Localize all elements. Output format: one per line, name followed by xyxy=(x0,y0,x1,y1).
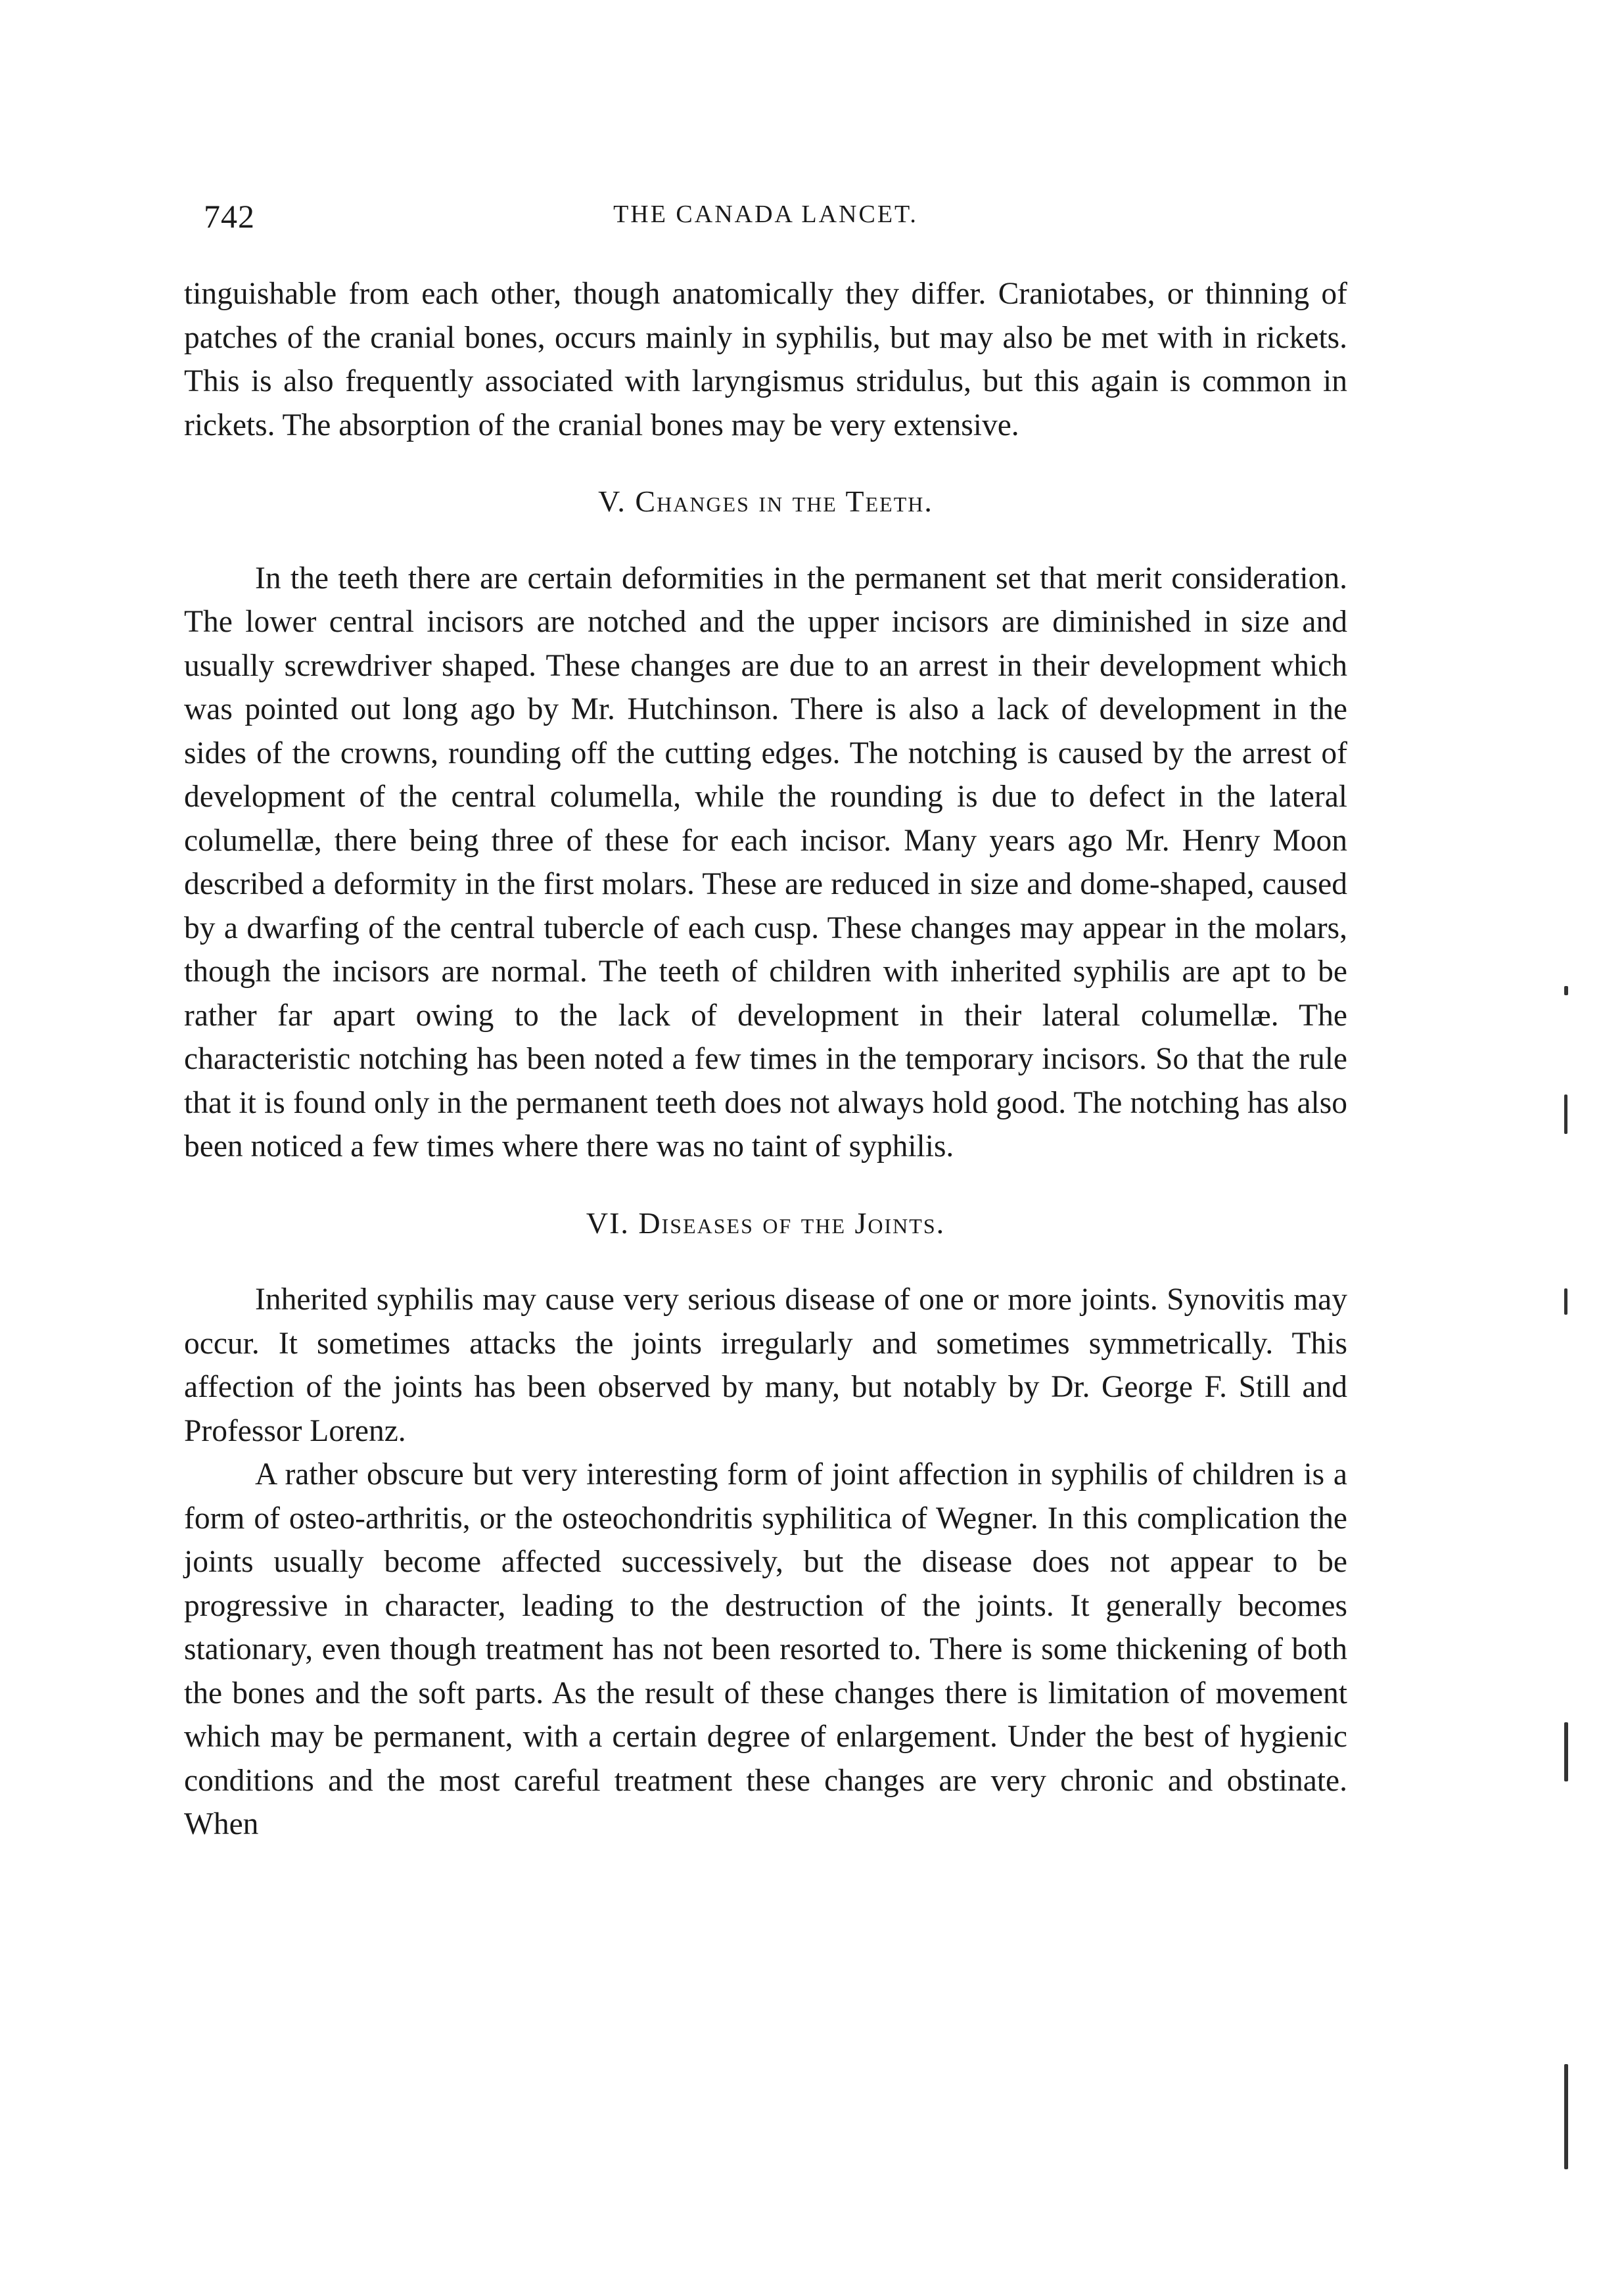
margin-scan-artifacts xyxy=(1564,986,1604,2235)
paragraph-osteo-arthritis: A rather obscure but very interesting form of joint affection in syphilis of children is a form of osteo-arthritis, or the osteochondritis syphilitica of Wegner. In this complication the joints usually become affected successively, but the disease does not appear to be progressive in character, leading to the destruction of the joints. It generally becomes stationary, even though treatment has not been resorted to. There is some thickening of both the bones and the soft parts. As the result of these changes there is limitation of movement which may be permanent, with a certain degree of enlargement. Under the best of hygienic conditions and the most careful treatment these changes are very chronic and obstinate. When xyxy=(184,1457,1347,1841)
paragraph-joints-synovitis: Inherited syphilis may cause very serious disease of one or more joints. Synovitis may occur. It sometimes attacks the joints irregularly and sometimes symmetrically. This affection of the joints has been observed by many, but notably by Dr. George F. Still and Professor Lorenz. xyxy=(184,1283,1347,1448)
journal-title: THE CANADA LANCET. xyxy=(613,200,918,228)
paragraph-teeth: In the teeth there are certain deformities in the permanent set that merit consideration. The lower central incisors are notched and the upper incisors are diminished in size and usually screwdriver shaped. These changes are due to an arrest in their development which was pointed out long ago by Mr. Hutchinson. There is also a lack of development in the sides of the crowns, rounding off the cutting edges. The notching is caused by the arrest of development of the central columella, while the rounding is due to defect in the lateral columellæ, there being three of these for each incisor. Many years ago Mr. Henry Moon described a deformity in the first molars. These are reduced in size and dome-shaped, caused by a dwarfing of the central tubercle of each cusp. These changes may appear in the molars, though the incisors are normal. The teeth of children with inherited syphilis are apt to be rather far apart owing to the lack of development in their lateral columellæ. The characteristic notching has been noted a few times in the temporary incisors. So that the rule that it is found only in the permanent teeth does not always hold good. The notching has also been noticed a few times where there was no taint of syphilis. xyxy=(184,561,1347,1164)
paragraph-cranial-bones: tinguishable from each other, though anatomically they differ. Craniotabes, or thinning of patches of the cranial bones, occurs mainly in syphilis, but may also be met with in rickets. This is also frequently associated with laryngismus stridulus, but this again is common in rickets. The absorption of the cranial bones may be very extensive. xyxy=(184,277,1347,442)
scan-mark xyxy=(1564,1722,1568,1781)
section-heading-joints: VI. Diseases of the Joints. xyxy=(586,1206,946,1240)
page xyxy=(184,191,1347,1847)
section-heading-teeth: V. Changes in the Teeth. xyxy=(598,484,933,518)
scan-mark xyxy=(1564,1288,1567,1315)
scan-mark xyxy=(1564,2064,1568,2169)
scan-mark xyxy=(1564,1094,1567,1134)
scan-mark xyxy=(1564,986,1568,995)
running-head xyxy=(184,191,1347,243)
page-number: 742 xyxy=(204,198,255,235)
article-body xyxy=(184,272,1347,1847)
